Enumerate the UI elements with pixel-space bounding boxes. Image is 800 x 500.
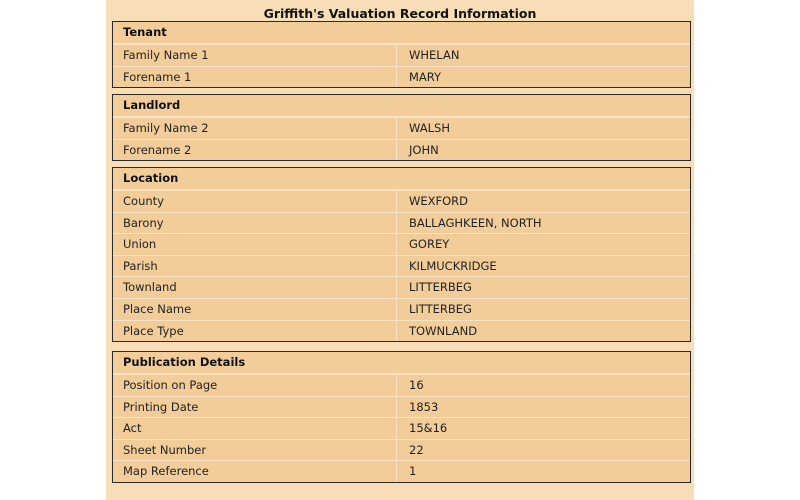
field-value: 22 xyxy=(409,442,424,457)
table-row xyxy=(113,233,690,255)
field-label: Act xyxy=(113,418,397,439)
table-row xyxy=(113,460,690,482)
field-label: Place Type xyxy=(113,321,397,342)
table-row xyxy=(113,439,690,461)
section-header: Publication Details xyxy=(113,352,690,374)
field-label: Sheet Number xyxy=(113,440,397,461)
field-value: LITTERBEG xyxy=(409,301,472,316)
field-value: BALLAGHKEEN, NORTH xyxy=(409,215,542,230)
field-value: 1853 xyxy=(409,399,439,414)
table-row xyxy=(113,417,690,439)
field-label: Map Reference xyxy=(113,461,397,482)
field-label: County xyxy=(113,191,397,212)
field-value: WHELAN xyxy=(409,48,460,62)
field-value: 15&16 xyxy=(409,421,448,436)
field-value: 16 xyxy=(409,378,424,392)
field-label: Union xyxy=(113,234,397,255)
table-row xyxy=(113,374,690,396)
section-landlord xyxy=(112,94,691,161)
field-label: Townland xyxy=(113,277,397,298)
field-label: Barony xyxy=(113,213,397,234)
field-label: Forename 2 xyxy=(113,140,397,161)
field-value: GOREY xyxy=(409,237,450,252)
table-row xyxy=(113,212,690,234)
field-value: JOHN xyxy=(409,142,439,157)
page-title: Griffith's Valuation Record Information xyxy=(263,6,537,21)
table-row xyxy=(113,66,690,88)
table-row xyxy=(113,276,690,298)
field-value: MARY xyxy=(409,69,442,84)
table-row xyxy=(113,320,690,342)
field-value: TOWNLAND xyxy=(409,323,478,338)
field-value: 1 xyxy=(409,464,417,479)
table-row xyxy=(113,190,690,212)
field-label: Printing Date xyxy=(113,397,397,418)
field-label: Position on Page xyxy=(113,375,397,396)
field-value: WALSH xyxy=(409,121,450,135)
table-row xyxy=(113,44,690,66)
section-header: Landlord xyxy=(113,95,690,117)
table-row xyxy=(113,255,690,277)
section-publication-details xyxy=(112,351,691,483)
field-value: WEXFORD xyxy=(409,194,469,208)
section-location xyxy=(112,167,691,342)
record-panel xyxy=(106,0,694,500)
field-label: Parish xyxy=(113,256,397,277)
field-value: KILMUCKRIDGE xyxy=(409,258,497,273)
table-row xyxy=(113,298,690,320)
table-row xyxy=(113,117,690,139)
section-header: Tenant xyxy=(113,22,690,44)
field-label: Family Name 2 xyxy=(113,118,397,139)
field-value: LITTERBEG xyxy=(409,280,472,295)
field-label: Place Name xyxy=(113,299,397,320)
table-row xyxy=(113,139,690,161)
field-label: Family Name 1 xyxy=(113,45,397,66)
section-tenant xyxy=(112,21,691,88)
table-row xyxy=(113,396,690,418)
field-label: Forename 1 xyxy=(113,67,397,88)
section-header: Location xyxy=(113,168,690,190)
